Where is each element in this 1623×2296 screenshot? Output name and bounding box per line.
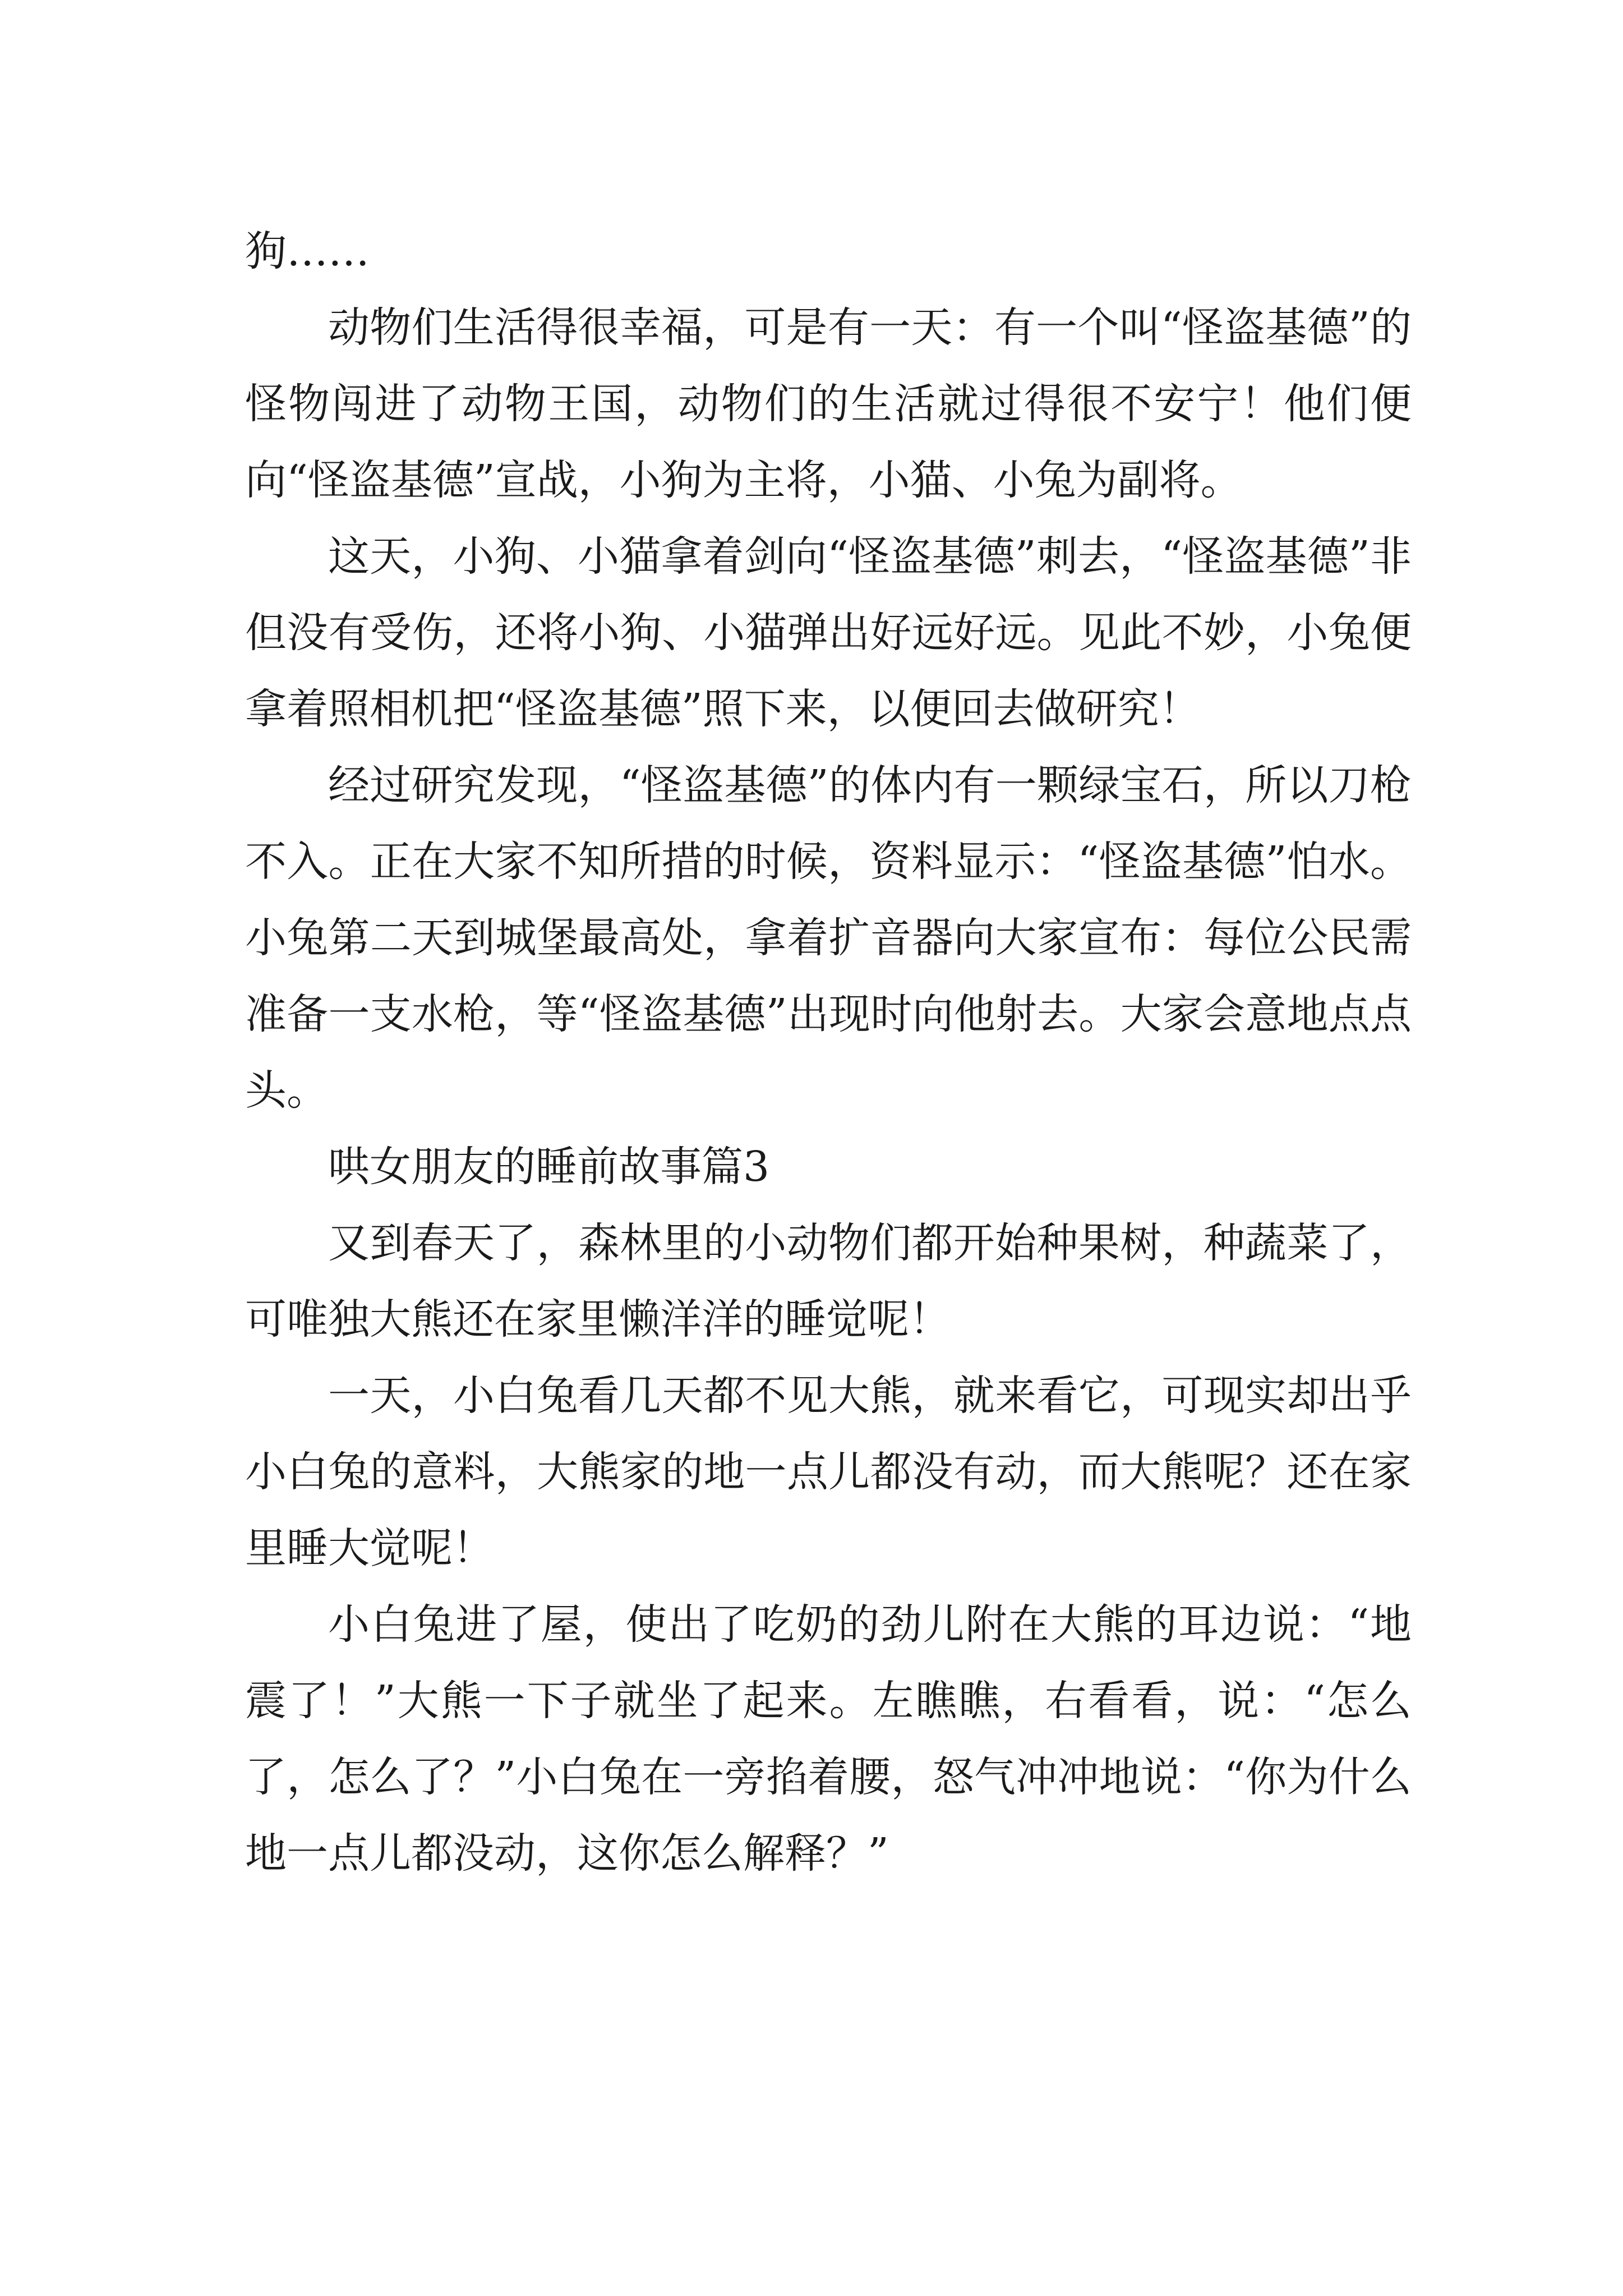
paragraph-3: 这天，小狗、小猫拿着剑向“怪盗基德”刺去，“怪盗基德”非但没有受伤，还将小狗、小猫弹出好远好远。见此不妙，小兔便拿着照相机把“怪盗基德”照下来，以便回去做研究！ (245, 532, 1412, 733)
paragraph-2: 动物们生活得很幸福，可是有一天：有一个叫“怪盗基德”的怪物闯进了动物王国，动物们的生活就过得很不安宁！他们便向“怪盗基德”宣战，小狗为主将，小猫、小兔为副将。 (245, 303, 1412, 504)
paragraph-1: 狗…… (245, 227, 370, 275)
paragraph-7: 小白兔进了屋，使出了吃奶的劲儿附在大熊的耳边说：“地震了！”大熊一下子就坐了起来。左瞧瞧，右看看，说：“怎么了，怎么了？”小白兔在一旁掐着腰，怒气冲冲地说：“你为什么地一点儿都没动，这你怎么解释？” (245, 1600, 1412, 1878)
document-body (245, 213, 1412, 1892)
section-heading: 哄女朋友的睡前故事篇3 (328, 1143, 770, 1191)
paragraph-5: 又到春天了，森林里的小动物们都开始种果树，种蔬菜了，可唯独大熊还在家里懒洋洋的睡觉呢！ (245, 1219, 1412, 1343)
paragraph-6: 一天，小白兔看几天都不见大熊，就来看它，可现实却出乎小白兔的意料，大熊家的地一点儿都没有动，而大熊呢？还在家里睡大觉呢！ (245, 1372, 1412, 1572)
paragraph-4: 经过研究发现，“怪盗基德”的体内有一颗绿宝石，所以刀枪不入。正在大家不知所措的时候，资料显示：“怪盗基德”怕水。小兔第二天到城堡最高处，拿着扩音器向大家宣布：每位公民需准备一支水枪，等“怪盗基德”出现时向他射去。大家会意地点点头。 (245, 761, 1412, 1115)
